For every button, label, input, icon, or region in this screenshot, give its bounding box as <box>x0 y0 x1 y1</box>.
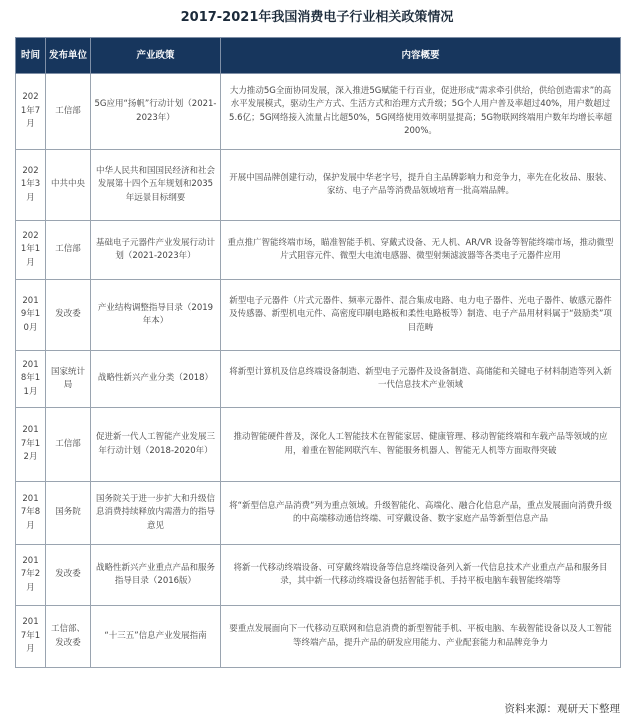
cell-dept: 工信部 <box>46 408 91 482</box>
header-time: 时间 <box>16 38 46 74</box>
cell-content: 推动智能硬件普及，深化人工智能技术在智能家居、健康管理、移动智能终端和车载产品等领域的应用，着重在智能网联汽车、智能服务机器人、智能无人机等方面取得突破 <box>221 408 621 482</box>
cell-policy: 产业结构调整指导目录（2019年本） <box>91 280 221 351</box>
header-dept: 发布单位 <box>46 38 91 74</box>
cell-dept: 工信部、发改委 <box>46 606 91 668</box>
cell-policy: 5G应用“扬帆”行动计划（2021-2023年） <box>91 74 221 150</box>
cell-content: 重点推广智能终端市场，瞄准智能手机、穿戴式设备、无人机、AR/VR 设备等智能终端市场，推动微型片式阻容元件、微型大电流电感器、微型射频滤波器等各类电子元器件应用 <box>221 221 621 280</box>
cell-content: 新型电子元器件（片式元器件、频率元器件、混合集成电路、电力电子器件、光电子器件、敏感元器件及传感器、新型机电元件、高密度印刷电路板和柔性电路板等）制造、电子产品用材料属于“鼓励类”项目范畴 <box>221 280 621 351</box>
table-row <box>16 408 621 482</box>
policy-table <box>15 37 621 668</box>
cell-content: 大力推动5G全面协同发展，深入推进5G赋能千行百业，促进形成“需求牵引供给，供给创造需求”的高水平发展模式，驱动生产方式、生活方式和治理方式升级；5G个人用户普及率超过40%，用户数超过5.6亿；5G网络接入流量占比超50%，5G网络使用效率明显提高；5G物联网终端用户数年均增长率超200%。 <box>221 74 621 150</box>
cell-time: 2021年7月 <box>16 74 46 150</box>
header-policy: 产业政策 <box>91 38 221 74</box>
cell-policy: 战略性新兴产业分类（2018） <box>91 351 221 408</box>
cell-dept: 国务院 <box>46 482 91 545</box>
table-row <box>16 545 621 606</box>
cell-policy: 促进新一代人工智能产业发展三年行动计划（2018-2020年） <box>91 408 221 482</box>
cell-time: 2017年12月 <box>16 408 46 482</box>
table-row <box>16 606 621 668</box>
cell-policy: 战略性新兴产业重点产品和服务指导目录（2016版） <box>91 545 221 606</box>
cell-dept: 国家统计局 <box>46 351 91 408</box>
cell-dept: 中共中央 <box>46 150 91 221</box>
cell-content: 要重点发展面向下一代移动互联网和信息消费的新型智能手机、平板电脑、车载智能设备以及人工智能等终端产品，提升产品的研发应用能力、产业配套能力和品牌竞争力 <box>221 606 621 668</box>
cell-content: 将新一代移动终端设备、可穿戴终端设备等信息终端设备列入新一代信息技术产业重点产品和服务目录，其中新一代移动终端设备包括智能手机、手持平板电脑车载智能终端等 <box>221 545 621 606</box>
cell-content: 将“新型信息产品消费”列为重点领域。升级智能化、高端化、融合化信息产品，重点发展面向消费升级的中高端移动通信终端、可穿戴设备、数字家庭产品等新型信息产品 <box>221 482 621 545</box>
cell-time: 2017年8月 <box>16 482 46 545</box>
cell-time: 2017年2月 <box>16 545 46 606</box>
table-row <box>16 150 621 221</box>
cell-content: 将新型计算机及信息终端设备制造、新型电子元器件及设备制造、高储能和关键电子材料制造等列入新一代信息技术产业领域 <box>221 351 621 408</box>
source-note: 资料来源：观研天下整理 <box>504 703 620 715</box>
cell-content: 开展中国品牌创建行动，保护发展中华老字号，提升自主品牌影响力和竞争力，率先在化妆品、服装、家纺、电子产品等消费品领域培育一批高端品牌。 <box>221 150 621 221</box>
cell-time: 2017年1月 <box>16 606 46 668</box>
table-row <box>16 74 621 150</box>
table-row <box>16 221 621 280</box>
cell-dept: 工信部 <box>46 74 91 150</box>
cell-policy: 国务院关于进一步扩大和升级信息消费持续释放内需潜力的指导意见 <box>91 482 221 545</box>
table-row <box>16 482 621 545</box>
cell-time: 2018年11月 <box>16 351 46 408</box>
table-header-row <box>16 38 621 74</box>
table-row <box>16 280 621 351</box>
cell-policy: “十三五”信息产业发展指南 <box>91 606 221 668</box>
cell-dept: 发改委 <box>46 280 91 351</box>
cell-policy: 中华人民共和国国民经济和社会发展第十四个五年规划和2035年远景目标纲要 <box>91 150 221 221</box>
cell-policy: 基础电子元器件产业发展行动计划（2021-2023年） <box>91 221 221 280</box>
header-content: 内容概要 <box>221 38 621 74</box>
cell-time: 2021年1月 <box>16 221 46 280</box>
table-row <box>16 351 621 408</box>
page-title: 2017-2021年我国消费电子行业相关政策情况 <box>180 10 454 25</box>
cell-time: 2021年3月 <box>16 150 46 221</box>
cell-dept: 工信部 <box>46 221 91 280</box>
cell-dept: 发改委 <box>46 545 91 606</box>
cell-time: 2019年10月 <box>16 280 46 351</box>
